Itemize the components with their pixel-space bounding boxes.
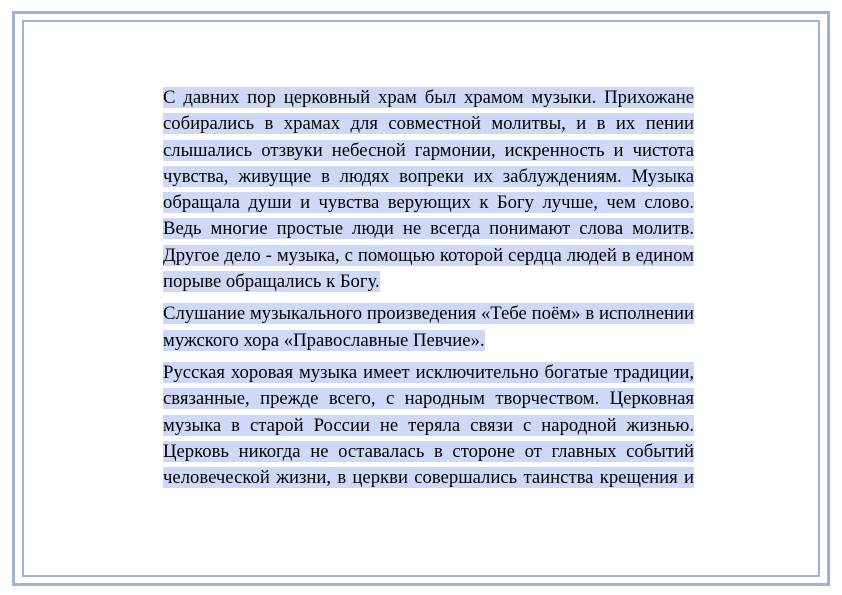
paragraph-church-music-intro [163, 85, 694, 295]
paragraph-text: Русская хоровая музыка имеет исключительно богатые традиции, связанные, прежде всего, с народным творчеством. Церковная музыка в старой России не теряла связи с народной жизнью. Церковь никогда не оставалась в стороне от главных событий человеческой жизни, в церкви совершались таинства крещения и [163, 361, 694, 489]
paragraph-text: Слушание музыкального произведения «Тебе поём» в исполнении мужского хора «Православные Певчие». [163, 303, 694, 351]
paragraph-russian-choral-music [163, 360, 694, 491]
text-body [163, 85, 694, 544]
paragraph-text: С давних пор церковный храм был храмом музыки. Прихожане собирались в храмах для совместной молитвы, и в их пении слышались отзвуки небесной гармонии, искренность и чистота чувства, живущие в людях вопреки их заблуждениям. Музыка обращала души и чувства верующих к Богу лучше, чем слово. Ведь многие простые люди не всегда понимают слова молитв. Другое дело - музыка, с помощью которой сердца людей в едином порыве обращались к Богу. [163, 87, 694, 293]
paragraph-listening-task [163, 301, 694, 354]
